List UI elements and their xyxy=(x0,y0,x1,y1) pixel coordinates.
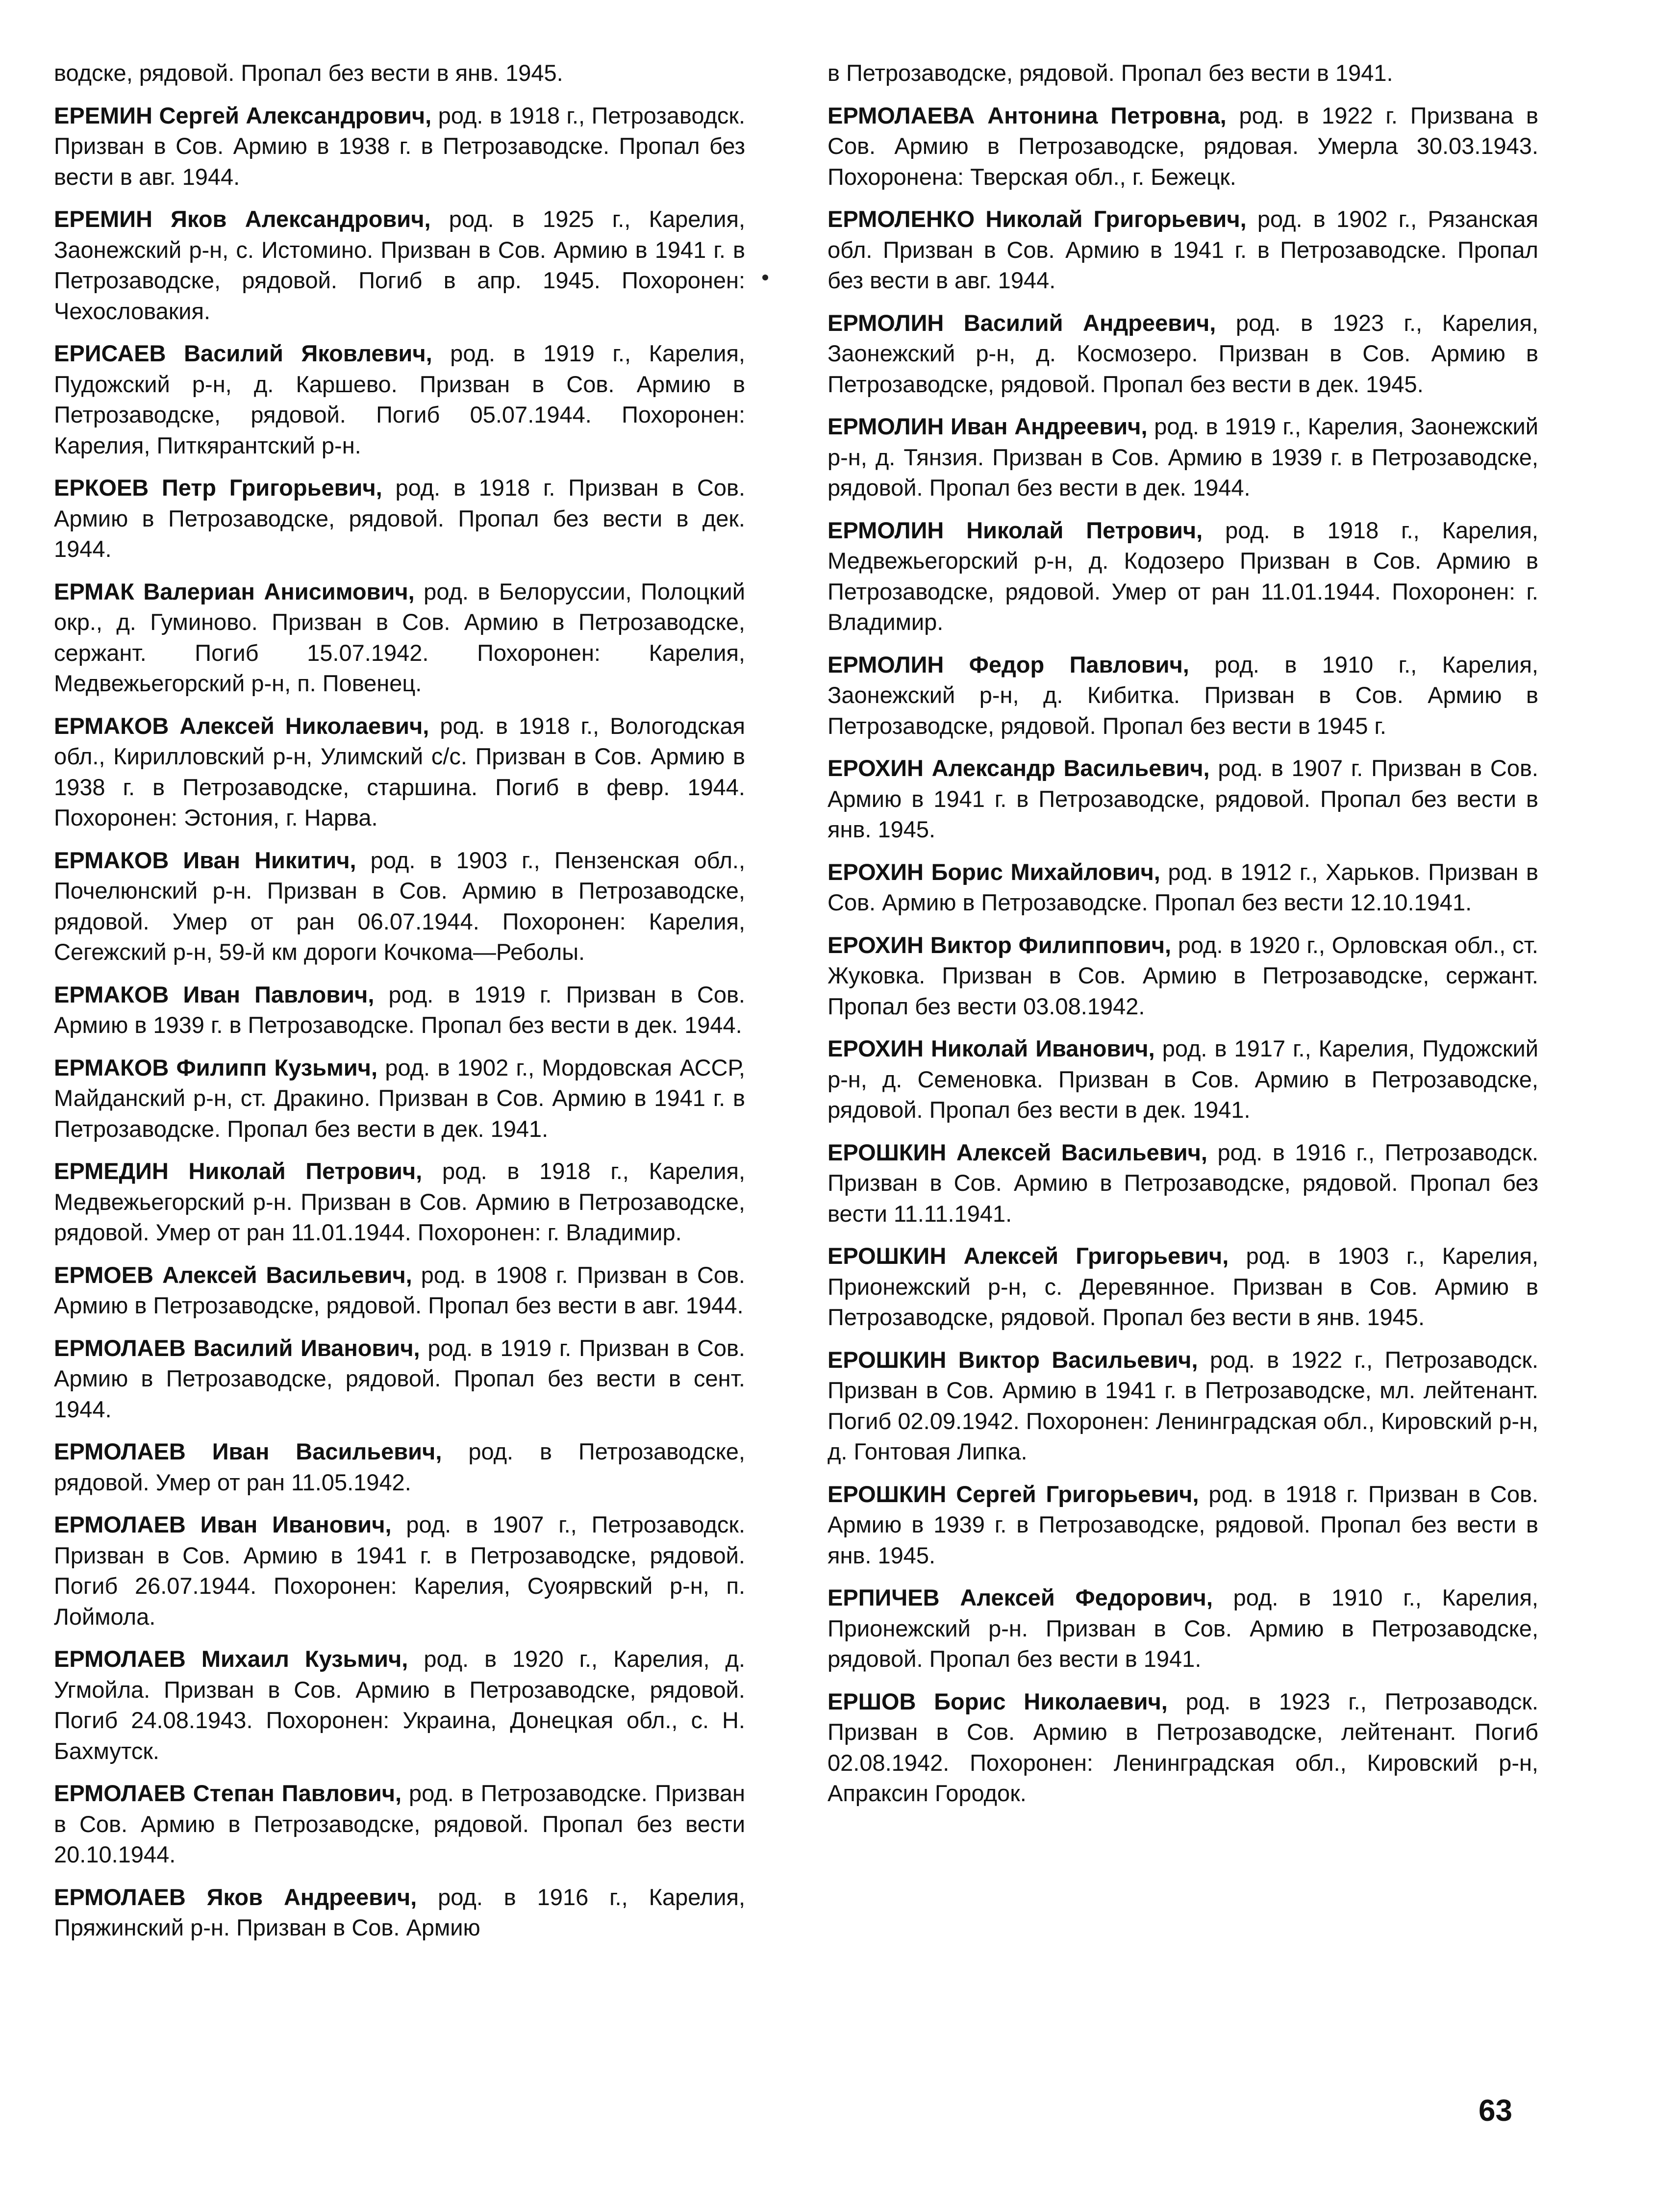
entry xyxy=(828,1137,1538,1230)
entry-text: род. в 1918 г. Призван в Сов. Армию в Петрозаводске, рядовой. Пропал без вести в дек. 1944. xyxy=(54,475,745,562)
entry-text: род. в 1925 г., Карелия, Заонежский р-н, с. Истомино. Призван в Сов. Армию в 1941 г. в Петрозаводске, рядовой. Погиб в апр. 1945. Похоронен: Чехословакия. xyxy=(54,206,745,324)
entry xyxy=(828,308,1538,400)
entry xyxy=(828,411,1538,503)
entry-name: ЕРМАК Валериан Анисимович, xyxy=(54,578,415,604)
entry-name: ЕРМАКОВ Алексей Николаевич, xyxy=(54,712,429,739)
entry xyxy=(828,753,1538,845)
entry-name: ЕРМОЛАЕВ Иван Иванович, xyxy=(54,1511,392,1537)
entry xyxy=(54,101,745,193)
entry-text: род. в 1916 г., Петрозаводск. Призван в Сов. Армию в Петрозаводске, рядовой. Пропал без вести 11.11.1941. xyxy=(828,1139,1539,1227)
entry xyxy=(54,1436,745,1498)
entry-text: род. в 1902 г., Мордовская АССР, Майданский р-н, ст. Дракино. Призван в Сов. Армию в 1941 г. в Петрозаводске. Пропал без вести в дек. 1941. xyxy=(54,1054,745,1142)
entry xyxy=(54,980,745,1041)
entry xyxy=(828,515,1538,638)
entry-text: род. в 1919 г. Призван в Сов. Армию в Петрозаводске, рядовой. Пропал без вести в сент. 1944. xyxy=(54,1334,745,1422)
entry-text: род. в 1907 г., Петрозаводск. Призван в Сов. Армию в 1941 г. в Петрозаводске, рядовой. Погиб 26.07.1944. Похоронен: Карелия, Суоярвский р-н, п. Лоймола. xyxy=(54,1511,746,1630)
entry xyxy=(828,1583,1538,1675)
entry-name: ЕРМОЛАЕВА Антонина Петровна, xyxy=(828,102,1227,128)
entry-text: род. в 1916 г., Карелия, Пряжинский р-н. Призван в Сов. Армию xyxy=(54,1884,745,1940)
entry xyxy=(54,58,745,89)
entry xyxy=(828,1479,1538,1571)
entry xyxy=(54,204,745,327)
entry-name: ЕРОШКИН Виктор Васильевич, xyxy=(828,1346,1198,1373)
entry-text: род. в 1908 г. Призван в Сов. Армию в Петрозаводске, рядовой. Пропал без вести в авг. 1944. xyxy=(54,1261,745,1318)
entry-text: род. в 1903 г., Карелия, Прионежский р-н, с. Деревянное. Призван в Сов. Армию в Петрозаводске, рядовой. Пропал без вести в янв. 1945. xyxy=(828,1243,1538,1330)
entry-text: род. в Белоруссии, Полоцкий окр., д. Гуминово. Призван в Сов. Армию в Петрозаводске, сержант. Погиб 15.07.1942. Похоронен: Карелия, Медвежьегорский р-н, п. Повенец. xyxy=(54,578,745,696)
entry xyxy=(828,58,1538,89)
entry-name: ЕРШОВ Борис Николаевич, xyxy=(828,1688,1168,1714)
entry-text: род. в 1920 г., Карелия, д. Угмойла. Призван в Сов. Армию в Петрозаводске, рядовой. Погиб 24.08.1943. Похоронен: Украина, Донецкая обл., с. Н. Бахмутск. xyxy=(54,1646,746,1764)
entry-name: ЕРОХИН Борис Михайлович, xyxy=(828,858,1160,885)
entry-name: ЕРМОЛИН Федор Павлович, xyxy=(828,651,1189,678)
entry xyxy=(828,857,1538,918)
entry xyxy=(54,577,745,699)
entry-text: водске, рядовой. Пропал без вести в янв. 1945. xyxy=(54,60,563,86)
entry-name: ЕРМАКОВ Иван Павлович, xyxy=(54,981,375,1007)
entry-name: ЕРОХИН Виктор Филиппович, xyxy=(828,931,1172,958)
stray-dot xyxy=(762,275,768,280)
entry-name: ЕРМЕДИН Николай Петрович, xyxy=(54,1158,423,1184)
entry-text: род. в Петрозаводске. Призван в Сов. Армию в Петрозаводске, рядовой. Пропал без вести 20.10.1944. xyxy=(54,1780,745,1867)
entry xyxy=(828,204,1538,296)
entry-name: ЕРЕМИН Яков Александрович, xyxy=(54,206,431,232)
entry xyxy=(54,845,745,968)
entry xyxy=(54,1053,745,1145)
entry xyxy=(828,1345,1538,1467)
entry-text: род. в 1919 г., Карелия, Заонежский р-н, д. Тянзия. Призван в Сов. Армию в 1939 г. в Петрозаводске, рядовой. Пропал без вести в дек. 1944. xyxy=(828,413,1538,501)
entry xyxy=(828,1033,1538,1126)
page-number: 63 xyxy=(1479,2094,1512,2128)
entry-text: в Петрозаводске, рядовой. Пропал без вести в 1941. xyxy=(828,60,1393,86)
entry-text: род. в 1918 г. Призван в Сов. Армию в 1939 г. в Петрозаводске, рядовой. Пропал без вести в янв. 1945. xyxy=(828,1481,1538,1568)
entry-text: род. в 1922 г., Петрозаводск. Призван в Сов. Армию в 1941 г. в Петрозаводске, мл. лейтенант. Погиб 02.09.1942. Похоронен: Ленинградская обл., Кировский р-н, д. Гонтовая Липка. xyxy=(828,1346,1539,1464)
entry-name: ЕРМОЛИН Николай Петрович, xyxy=(828,517,1203,543)
entry xyxy=(828,930,1538,1022)
entry-name: ЕРОХИН Николай Иванович, xyxy=(828,1035,1155,1061)
entry-text: род. в 1923 г., Петрозаводск. Призван в Сов. Армию в Петрозаводске, лейтенант. Погиб 02.08.1942. Похоронен: Ленинградская обл., Кировский р-н, Апраксин Городок. xyxy=(828,1688,1539,1806)
entry xyxy=(54,1156,745,1248)
entry-name: ЕРОХИН Александр Васильевич, xyxy=(828,755,1210,781)
entry-name: ЕРМОЛАЕВ Михаил Кузьмич, xyxy=(54,1646,408,1672)
entry-name: ЕРПИЧЕВ Алексей Федорович, xyxy=(828,1584,1213,1610)
entry xyxy=(54,1882,745,1943)
entry-text: род. в 1918 г., Петрозаводск. Призван в Сов. Армию в 1938 г. в Петрозаводске. Пропал без вести в авг. 1944. xyxy=(54,102,746,190)
entry-name: ЕРМОЛАЕВ Василий Иванович, xyxy=(54,1334,420,1361)
entry xyxy=(54,1260,745,1321)
entry xyxy=(828,101,1538,193)
entry-name: ЕРОШКИН Алексей Григорьевич, xyxy=(828,1243,1229,1269)
entry xyxy=(54,711,745,833)
entry xyxy=(54,1778,745,1870)
entry-text: род. в 1922 г. Призвана в Сов. Армию в Петрозаводске, рядовая. Умерла 30.03.1943. Похоронена: Тверская обл., г. Бежецк. xyxy=(828,102,1538,190)
entry-text: род. в 1910 г., Карелия, Прионежский р-н. Призван в Сов. Армию в Петрозаводске, рядовой. Пропал без вести в 1941. xyxy=(828,1584,1538,1672)
entry-name: ЕРКОЕВ Петр Григорьевич, xyxy=(54,475,382,501)
entry-name: ЕРМОЛАЕВ Степан Павлович, xyxy=(54,1780,402,1806)
entry xyxy=(54,1509,745,1632)
entry-name: ЕРМОЛАЕВ Яков Андреевич, xyxy=(54,1884,417,1910)
entry xyxy=(54,473,745,565)
entry-name: ЕРМОЛИН Иван Андреевич, xyxy=(828,413,1148,439)
entry-text: род. в 1917 г., Карелия, Пудожский р-н, д. Семеновка. Призван в Сов. Армию в Петрозаводске, рядовой. Пропал без вести в дек. 1941. xyxy=(828,1035,1538,1123)
entry-text: род. в 1918 г., Карелия, Медвежьегорский р-н. Призван в Сов. Армию в Петрозаводске, рядовой. Умер от ран 11.01.1944. Похоронен: г. Владимир. xyxy=(54,1158,745,1245)
entry-name: ЕРМАКОВ Филипп Кузьмич, xyxy=(54,1054,377,1081)
entry-name: ЕРМАКОВ Иван Никитич, xyxy=(54,847,356,873)
entry-text: род. в 1919 г. Призван в Сов. Армию в 1939 г. в Петрозаводске. Пропал без вести в дек. 1944. xyxy=(54,981,745,1038)
entry xyxy=(828,1686,1538,1809)
entry-name: ЕРОШКИН Сергей Григорьевич, xyxy=(828,1481,1199,1507)
entry-name: ЕРМОЕВ Алексей Васильевич, xyxy=(54,1261,412,1288)
entry xyxy=(54,1333,745,1425)
entry-text: род. в 1907 г. Призван в Сов. Армию в 1941 г. в Петрозаводске, рядовой. Пропал без вести в янв. 1945. xyxy=(828,755,1538,842)
entry-name: ЕРОШКИН Алексей Васильевич, xyxy=(828,1139,1207,1165)
entry-text: род. в 1910 г., Карелия, Заонежский р-н, д. Кибитка. Призван в Сов. Армию в Петрозаводске, рядовой. Пропал без вести в 1945 г. xyxy=(828,651,1538,739)
entry xyxy=(828,650,1538,742)
entry-text: род. в 1918 г., Карелия, Медвежьегорский р-н, д. Кодозеро Призван в Сов. Армию в Петрозаводске, рядовой. Умер от ран 11.01.1944. Похоронен: г. Владимир. xyxy=(828,517,1538,635)
entry-text: род. в 1920 г., Орловская обл., ст. Жуковка. Призван в Сов. Армию в Петрозаводске, сержант. Пропал без вести 03.08.1942. xyxy=(828,931,1538,1019)
right-column xyxy=(828,58,1538,1821)
entry-text: род. в 1912 г., Харьков. Призван в Сов. Армию в Петрозаводске. Пропал без вести 12.10.1941. xyxy=(828,858,1539,915)
entry-text: род. в 1919 г., Карелия, Пудожский р-н, д. Каршево. Призван в Сов. Армию в Петрозаводске, рядовой. Погиб 05.07.1944. Похоронен: Карелия, Питкярантский р-н. xyxy=(54,340,745,458)
entry-name: ЕРЕМИН Сергей Александрович, xyxy=(54,102,432,128)
entry xyxy=(828,1241,1538,1333)
entry-text: род. в 1923 г., Карелия, Заонежский р-н, д. Космозеро. Призван в Сов. Армию в Петрозаводске, рядовой. Пропал без вести в дек. 1945. xyxy=(828,309,1538,397)
entry-name: ЕРМОЛАЕВ Иван Васильевич, xyxy=(54,1438,442,1464)
entry-name: ЕРМОЛИН Василий Андреевич, xyxy=(828,309,1216,336)
entry-name: ЕРИСАЕВ Василий Яковлевич, xyxy=(54,340,432,366)
entry-text: род. в Петрозаводске, рядовой. Умер от ран 11.05.1942. xyxy=(54,1438,745,1495)
entry xyxy=(54,338,745,461)
entry-text: род. в 1918 г., Вологодская обл., Кирилловский р-н, Улимский с/с. Призван в Сов. Армию в 1938 г. в Петрозаводске, старшина. Погиб в февр. 1944. Похоронен: Эстония, г. Нарва. xyxy=(54,712,745,830)
left-column xyxy=(54,58,745,1955)
entry xyxy=(54,1644,745,1766)
entry-text: род. в 1903 г., Пензенская обл., Почелюнский р-н. Призван в Сов. Армию в Петрозаводске, рядовой. Умер от ран 06.07.1944. Похоронен: Карелия, Сегежский р-н, 59-й км дороги Кочкома—Реболы. xyxy=(54,847,746,965)
entry-name: ЕРМОЛЕНКО Николай Григорьевич, xyxy=(828,206,1247,232)
entry-text: род. в 1902 г., Рязанская обл. Призван в Сов. Армию в 1941 г. в Петрозаводске. Пропал без вести в авг. 1944. xyxy=(828,206,1538,293)
